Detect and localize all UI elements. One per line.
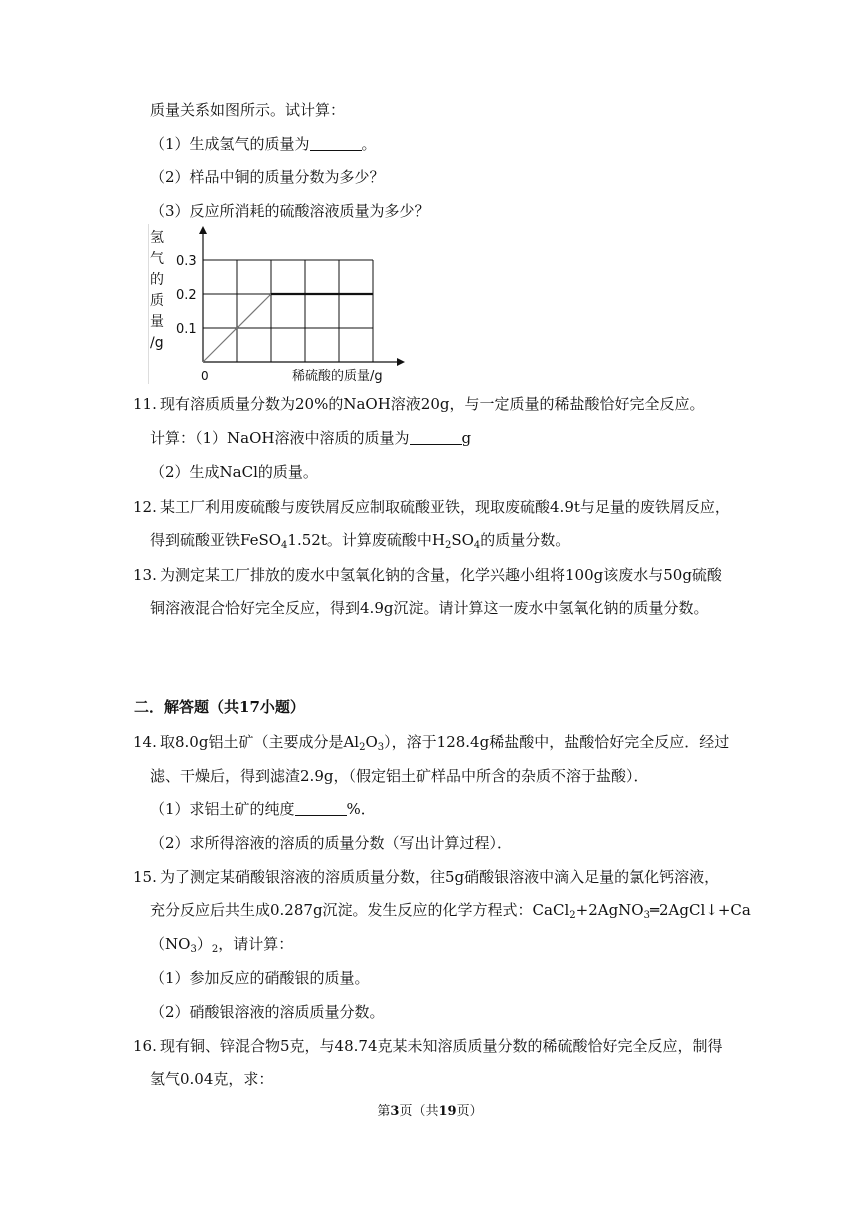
p15-number: 15. xyxy=(133,868,157,886)
p11-number: 11. xyxy=(133,395,157,413)
x-axis-label: 稀硫酸的质量/g xyxy=(292,369,383,384)
p14-line2: 滤、干燥后，得到滤渣2.9g，（假定铝土矿样品中所含的杂质不溶于盐酸）． xyxy=(150,767,649,785)
p11-line3: （2）生成NaCl的质量。 xyxy=(150,463,318,481)
y-axis-label xyxy=(150,230,164,351)
p16-line1: 现有铜、锌混合物5克，与48.74克某未知溶质质量分数的稀硫酸恰好完全反应，制得 xyxy=(160,1037,723,1055)
p15-line4: （1）参加反应的硝酸银的质量。 xyxy=(150,969,370,987)
y-axis-label-char: 质 xyxy=(150,293,164,309)
p12-line2: 得到硫酸亚铁FeSO$_4$1.52t。计算废硫酸中$H_2SO_4$的质量分数。 xyxy=(150,531,571,551)
chart-y-ticks xyxy=(176,254,197,337)
p10-intro: 质量关系如图所示。试计算： xyxy=(150,101,346,119)
answer-blank xyxy=(310,136,362,151)
y-axis-label-char: 气 xyxy=(150,251,164,267)
p10-q3: （3）反应所消耗的硫酸溶液质量为多少？ xyxy=(150,202,430,220)
p15-line3: $(NO_3)_2$，请计算： xyxy=(150,935,294,955)
p14-line4: （2）求所得溶液的溶质的质量分数（写出计算过程）． xyxy=(150,834,513,852)
y-axis-label-char: /g xyxy=(150,335,164,351)
origin-label: 0 xyxy=(201,369,209,383)
y-tick-label: 0.1 xyxy=(176,322,197,337)
answer-blank xyxy=(410,430,462,445)
y-axis-label-char: 量 xyxy=(150,314,164,330)
p12-line1: 某工厂利用废硫酸与废铁屑反应制取硫酸亚铁，现取废硫酸4.9t与足量的废铁屑反应， xyxy=(160,498,730,516)
p14-line1: 取8.0g铝土矿（主要成分是$Al_2O_3$），溶于128.4g稀盐酸中，盐酸恰好完全反应．经过 xyxy=(160,733,730,753)
p15-line2: 充分反应后共生成0.287g沉淀。发生反应的化学方程式：CaCl$_2$+2AgNO$_3$═2AgCl↓+Ca xyxy=(150,901,751,921)
y-tick-label: 0.3 xyxy=(176,254,197,269)
p15-line5: （2）硝酸银溶液的溶质质量分数。 xyxy=(150,1003,385,1021)
p11-line2: 计算：（1）NaOH溶液中溶质的质量为 g xyxy=(150,429,472,447)
chart-axes xyxy=(148,224,405,384)
page-footer: 第3页（共19页） xyxy=(377,1104,483,1119)
p13-line2: 铜溶液混合恰好完全反应，得到4.9g沉淀。请计算这一废水中氢氧化钠的质量分数。 xyxy=(150,599,709,617)
y-tick-label: 0.2 xyxy=(176,288,197,303)
p12-number: 12. xyxy=(133,498,157,516)
chart-grid xyxy=(203,260,373,362)
p14-number: 14. xyxy=(133,733,157,751)
p16-number: 16. xyxy=(133,1037,157,1055)
p14-line3: （1）求铝土矿的纯度 %． xyxy=(150,800,376,818)
p15-line1: 为了测定某硝酸银溶液的溶质质量分数，往5g硝酸银溶液中滴入足量的氯化钙溶液， xyxy=(160,868,720,886)
answer-blank xyxy=(295,801,347,816)
p16-line2: 氢气0.04克，求： xyxy=(150,1070,274,1088)
p11-line1: 现有溶质质量分数为20%的NaOH溶液20g，与一定质量的稀盐酸恰好完全反应。 xyxy=(160,395,705,413)
y-axis-label-char: 氢 xyxy=(150,230,164,246)
section-heading: 二．解答题（共17小题） xyxy=(134,698,305,716)
p10-q1: （1）生成氢气的质量为 。 xyxy=(150,135,377,153)
hydrogen-mass-chart xyxy=(148,224,410,384)
y-axis-label-char: 的 xyxy=(150,272,164,288)
p13-number: 13. xyxy=(133,566,157,584)
p13-line1: 为测定某工厂排放的废水中氢氧化钠的含量，化学兴趣小组将100g该废水与50g硫酸 xyxy=(160,566,722,584)
p10-q2: （2）样品中铜的质量分数为多少？ xyxy=(150,168,385,186)
